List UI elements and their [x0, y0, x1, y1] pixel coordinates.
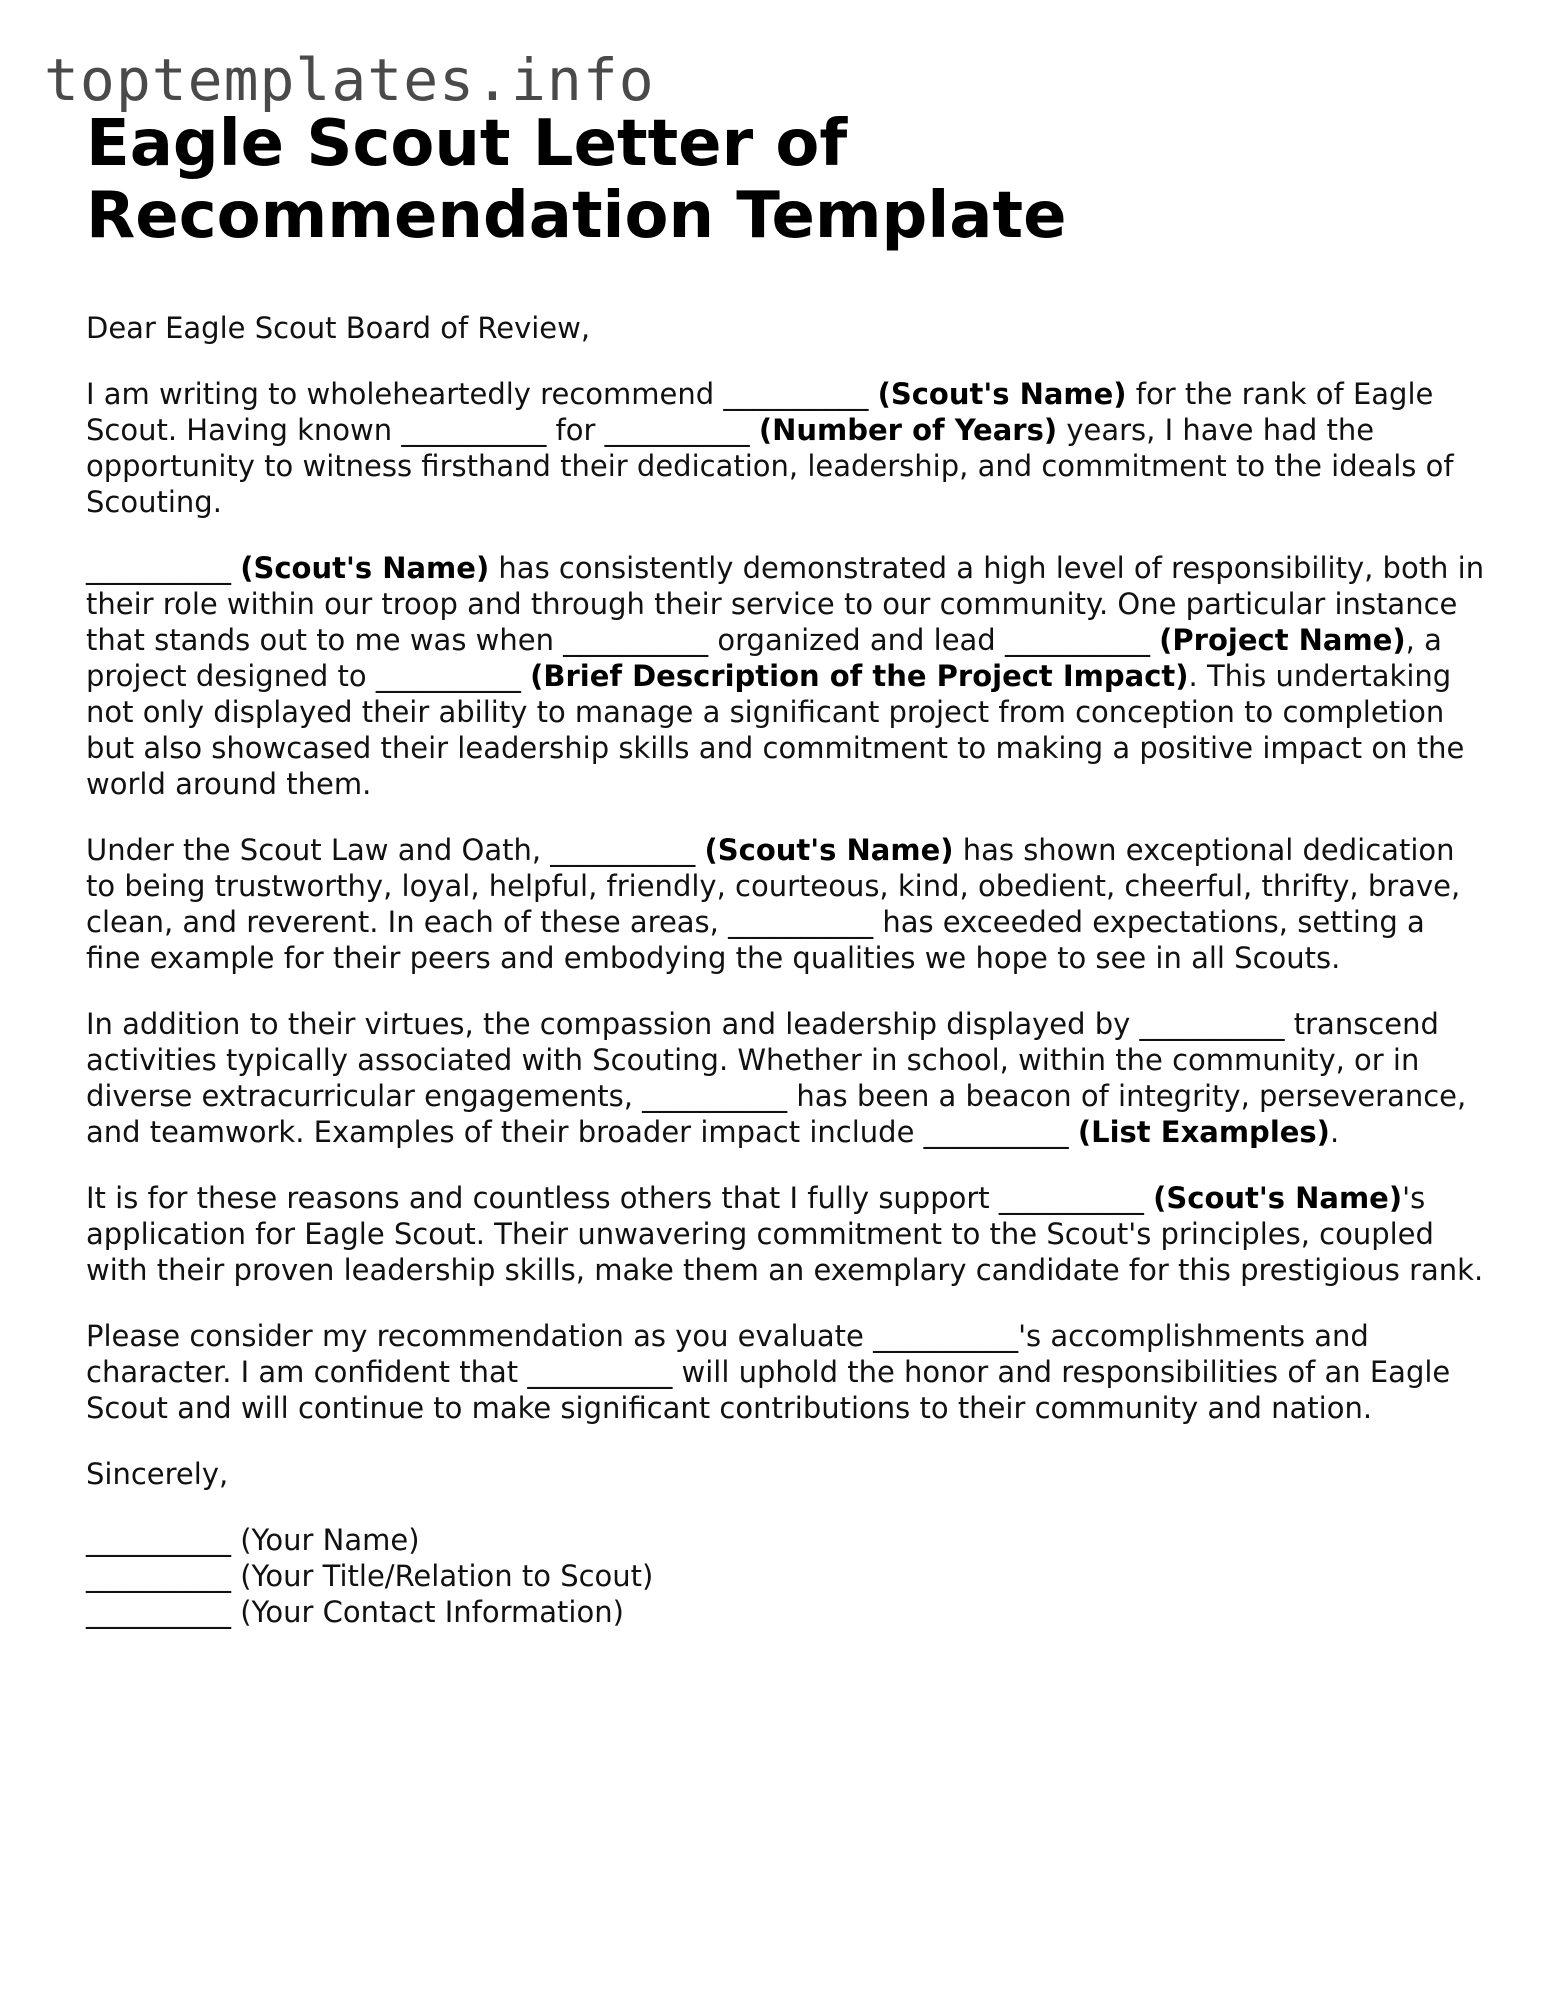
- paragraph-text: .: [1329, 1115, 1340, 1149]
- closing: Sincerely,: [86, 1457, 229, 1491]
- body-paragraph: [86, 1006, 1486, 1150]
- signature-line-contact: __________ (Your Contact Information): [86, 1595, 624, 1629]
- body-paragraph: [86, 1318, 1486, 1426]
- placeholder-label: (Scout's Name): [877, 377, 1127, 411]
- signature-block: [86, 1522, 1486, 1630]
- placeholder-label: (Scout's Name): [704, 833, 954, 867]
- paragraph-text: has consistently demonstrated a high level of responsibility, both in their role within our troop and through their service to our community. One particular instance that stands out to me was when __________ organized and lead __________: [86, 551, 1485, 657]
- paragraph-text: , a project designed to __________: [86, 623, 1442, 693]
- placeholder-label: (List Examples): [1077, 1115, 1330, 1149]
- paragraph-text: Under the Scout Law and Oath, __________: [86, 833, 705, 867]
- paragraph-text: __________: [86, 551, 241, 585]
- placeholder-label: (Project Name): [1159, 623, 1406, 657]
- site-watermark: toptemplates.info: [44, 46, 655, 114]
- letter-document: [86, 108, 1486, 1630]
- paragraph-text: Please consider my recommendation as you evaluate __________'s accomplishments and character. I am confident that __________ will uphold the honor and responsibilities of an Eagle Scout and will continue to make significant contributions to their community and nation.: [86, 1319, 1451, 1425]
- body-paragraph: [86, 550, 1486, 802]
- paragraph-text: 's application for Eagle Scout. Their unwavering commitment to the Scout's principles, coupled with their proven leadership skills, make them an exemplary candidate for this prestigious rank.: [86, 1181, 1484, 1287]
- body-paragraph: [86, 376, 1486, 520]
- paragraph-text: has shown exceptional dedication to being trustworthy, loyal, helpful, friendly, courteous, kind, obedient, cheerful, thrifty, brave, clean, and reverent. In each of these areas, __________ has exceeded expectations, setting a fine example for their peers and embodying the qualities we hope to see in all Scouts.: [86, 833, 1461, 975]
- placeholder-label: (Brief Description of the Project Impact): [530, 659, 1189, 693]
- salutation: Dear Eagle Scout Board of Review,: [86, 311, 591, 345]
- placeholder-label: (Scout's Name): [1153, 1181, 1403, 1215]
- paragraph-text: I am writing to wholeheartedly recommend __________: [86, 377, 878, 411]
- placeholder-label: (Scout's Name): [240, 551, 490, 585]
- body-paragraph: [86, 832, 1486, 976]
- paragraph-text: for the rank of Eagle Scout. Having known __________ for __________: [86, 377, 1434, 447]
- paragraph-text: . This undertaking not only displayed their ability to manage a significant project from conception to completion but also showcased their leadership skills and commitment to making a positive impact on the world around them.: [86, 659, 1465, 801]
- signature-line-name: __________ (Your Name): [86, 1523, 420, 1557]
- document-title: Eagle Scout Letter of Recommendation Template: [86, 107, 1067, 253]
- paragraph-text: It is for these reasons and countless others that I fully support __________: [86, 1181, 1154, 1215]
- paragraph-text: years, I have had the opportunity to witness firsthand their dedication, leadership, and commitment to the ideals of Scouting.: [86, 413, 1454, 519]
- placeholder-label: (Number of Years): [758, 413, 1058, 447]
- body-paragraph: [86, 1180, 1486, 1288]
- paragraph-text: In addition to their virtues, the compassion and leadership displayed by __________ transcend activities typically associated with Scouting. Whether in school, within the community, or in diverse extracurricular engagements, __________ has been a beacon of integrity, perseverance, and teamwork. Examples of their broader impact include __________: [86, 1007, 1467, 1149]
- signature-line-title: __________ (Your Title/Relation to Scout): [86, 1559, 654, 1593]
